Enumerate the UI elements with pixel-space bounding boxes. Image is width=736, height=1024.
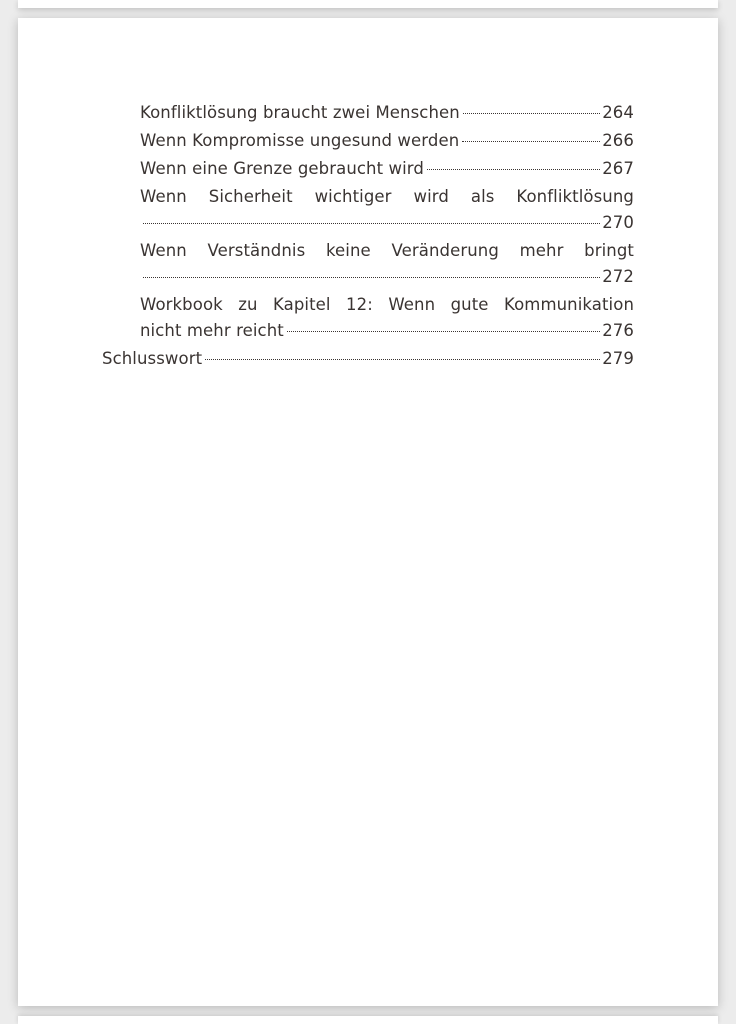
document-page xyxy=(18,18,718,1006)
next-page-edge xyxy=(18,1016,718,1024)
toc-entry-title: Wenn Verständnis keine Veränderung mehr bringt xyxy=(140,241,634,260)
toc-dot-leader xyxy=(462,140,600,142)
toc-dot-leader xyxy=(287,330,600,332)
toc-entry-title: Wenn Kompromisse ungesund werden xyxy=(140,131,460,150)
toc-dot-leader xyxy=(205,358,600,360)
toc-page-number: 264 xyxy=(602,103,634,122)
toc-page-number: 276 xyxy=(602,321,634,340)
toc-page-number: 266 xyxy=(602,131,634,150)
toc-entry[interactable] xyxy=(102,184,634,236)
toc-entry-title: Workbook zu Kapitel 12: Wenn gute Kommunikation xyxy=(140,295,634,314)
toc-entry[interactable] xyxy=(102,346,634,372)
toc-dot-leader xyxy=(143,222,600,224)
toc-dot-leader xyxy=(427,168,600,170)
toc-entry-title: Wenn eine Grenze gebraucht wird xyxy=(140,159,424,178)
toc-dot-leader xyxy=(143,276,600,278)
toc-page-number: 279 xyxy=(602,349,634,368)
toc-entry-title: Schlusswort xyxy=(102,349,203,368)
toc-page-number: 267 xyxy=(602,159,634,178)
table-of-contents xyxy=(102,100,634,372)
previous-page-edge xyxy=(18,0,718,8)
toc-page-number: 270 xyxy=(602,213,634,232)
toc-page-number: 272 xyxy=(602,267,634,286)
toc-entry[interactable] xyxy=(102,292,634,344)
toc-entry-title: Konfliktlösung braucht zwei Menschen xyxy=(140,103,460,122)
toc-entry-title-continued: nicht mehr reicht xyxy=(140,321,284,340)
toc-entry[interactable] xyxy=(102,238,634,290)
toc-entry[interactable] xyxy=(102,100,634,126)
toc-dot-leader xyxy=(463,112,600,114)
toc-entry[interactable] xyxy=(102,156,634,182)
toc-entry-title: Wenn Sicherheit wichtiger wird als Konfliktlösung xyxy=(140,187,634,206)
toc-entry[interactable] xyxy=(102,128,634,154)
